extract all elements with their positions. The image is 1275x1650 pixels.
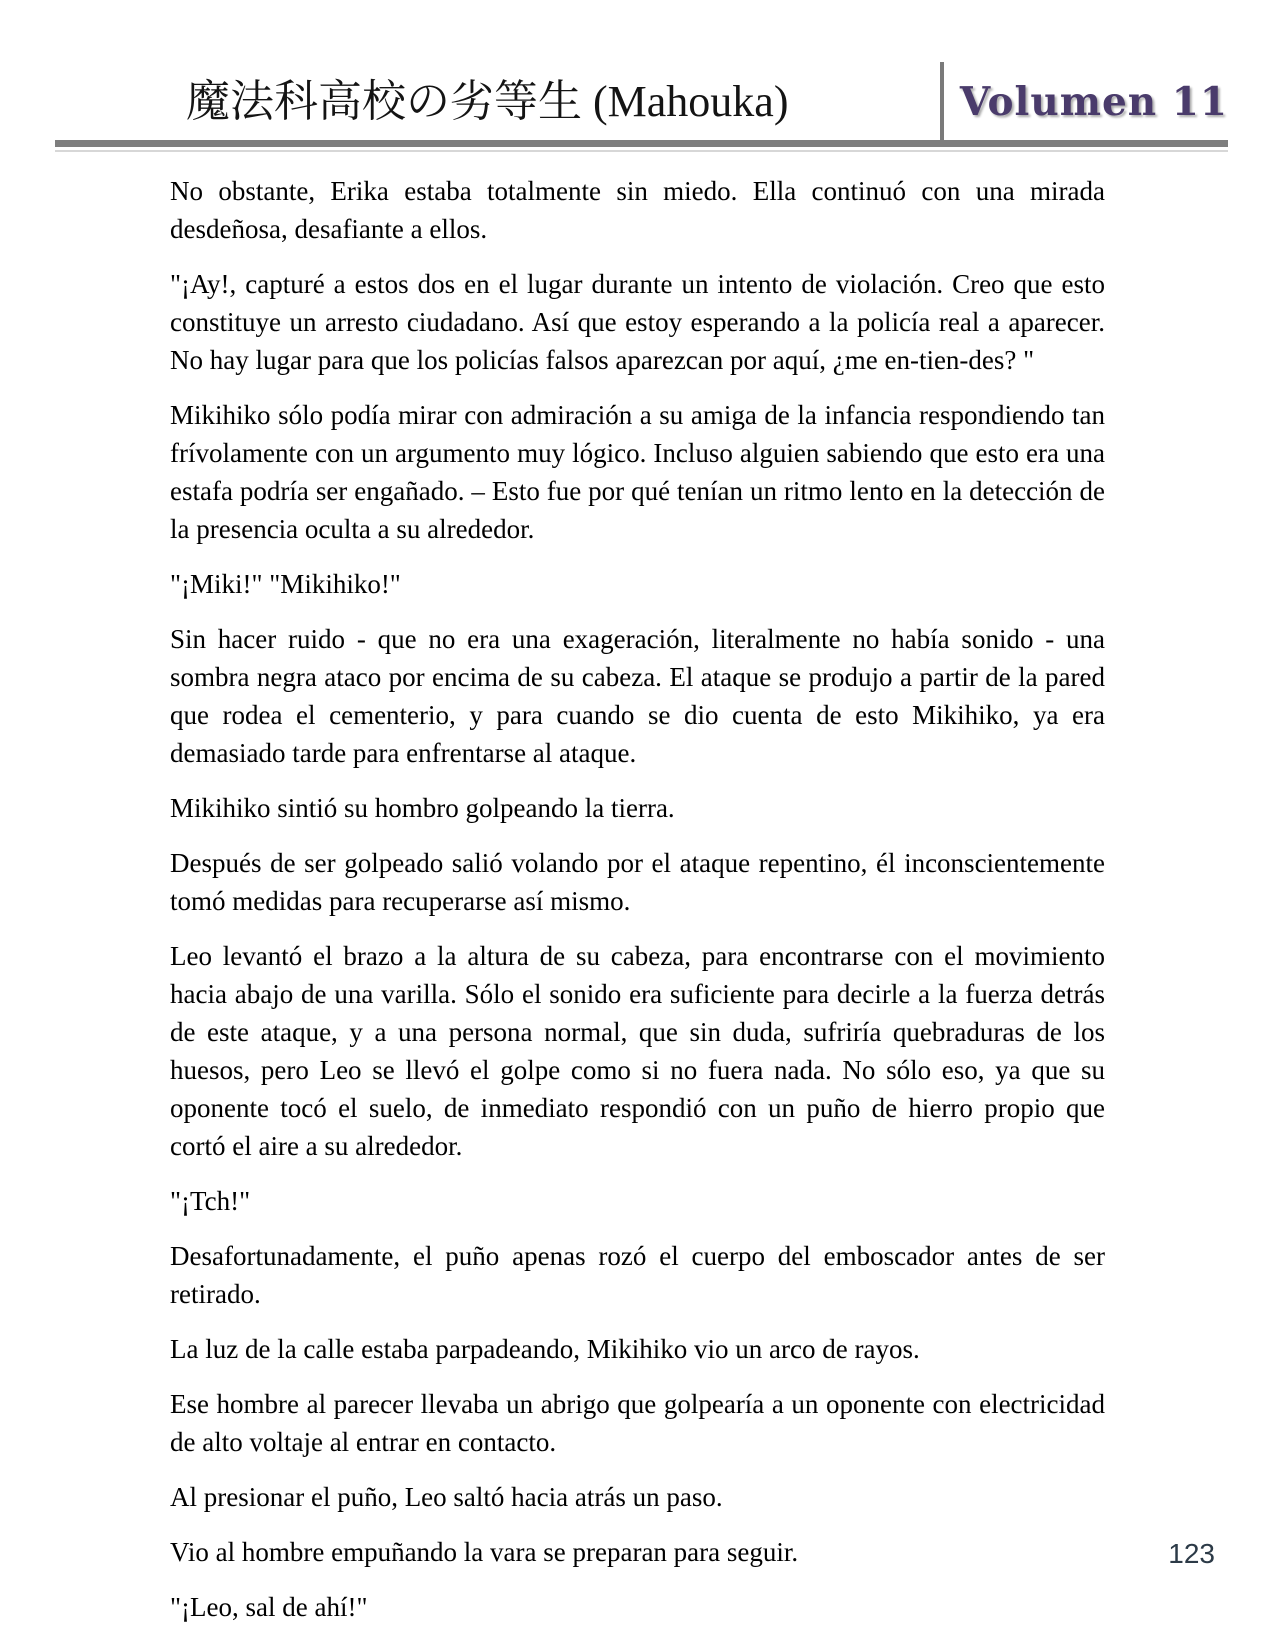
paragraph: Ese hombre al parecer llevaba un abrigo que golpearía a un oponente con electricidad de alto voltaje al entrar en contacto. <box>170 1389 1105 1457</box>
page-header <box>186 62 1228 142</box>
paragraph: "¡Ay!, capturé a estos dos en el lugar durante un intento de violación. Creo que esto constituye un arresto ciudadano. Así que estoy esperando a la policía real a aparecer. No hay lugar para que los policías falsos aparezcan por aquí, ¿me en-tien-des? " <box>170 269 1105 375</box>
page-body <box>170 172 1105 1643</box>
paragraph: Después de ser golpeado salió volando por el ataque repentino, él inconscientemente tomó medidas para recuperarse así mismo. <box>170 848 1105 916</box>
paragraph: Mikihiko sintió su hombro golpeando la tierra. <box>170 793 675 823</box>
paragraph: No obstante, Erika estaba totalmente sin miedo. Ella continuó con una mirada desdeñosa, desafiante a ellos. <box>170 176 1105 244</box>
paragraph: Vio al hombre empuñando la vara se preparan para seguir. <box>170 1537 799 1567</box>
document-title: 魔法科高校の劣等生 (Mahouka) <box>186 77 789 126</box>
paragraph: Leo levantó el brazo a la altura de su cabeza, para encontrarse con el movimiento hacia abajo de una varilla. Sólo el sonido era suficiente para decirle a la fuerza detrás de este ataque, y a una persona normal, que sin duda, sufriría quebraduras de los huesos, pero Leo se llevó el golpe como si no fuera nada. No sólo eso, ya que su oponente tocó el suelo, de inmediato respondió con un puño de hierro propio que cortó el aire a su alrededor. <box>170 941 1105 1161</box>
header-rule <box>55 140 1228 147</box>
paragraph: Desafortunadamente, el puño apenas rozó el cuerpo del emboscador antes de ser retirado. <box>170 1241 1105 1309</box>
paragraph: "¡Leo, sal de ahí!" <box>170 1592 368 1622</box>
page-number: 123 <box>1168 1538 1215 1569</box>
paragraph: Al presionar el puño, Leo saltó hacia atrás un paso. <box>170 1482 723 1512</box>
volume-label: Volumen 11 <box>959 79 1228 125</box>
paragraph: "¡Tch!" <box>170 1186 251 1216</box>
paragraph: La luz de la calle estaba parpadeando, Mikihiko vio un arco de rayos. <box>170 1334 920 1364</box>
paragraph: "¡Miki!" "Mikihiko!" <box>170 569 401 599</box>
paragraph: Sin hacer ruido - que no era una exageración, literalmente no había sonido - una sombra negra ataco por encima de su cabeza. El ataque se produjo a partir de la pared que rodea el cementerio, y para cuando se dio cuenta de esto Mikihiko, ya era demasiado tarde para enfrentarse al ataque. <box>170 624 1105 768</box>
paragraph: Mikihiko sólo podía mirar con admiración a su amiga de la infancia respondiendo tan frívolamente con un argumento muy lógico. Incluso alguien sabiendo que esto era una estafa podría ser engañado. – Esto fue por qué tenían un ritmo lento en la detección de la presencia oculta a su alrededor. <box>170 400 1105 544</box>
